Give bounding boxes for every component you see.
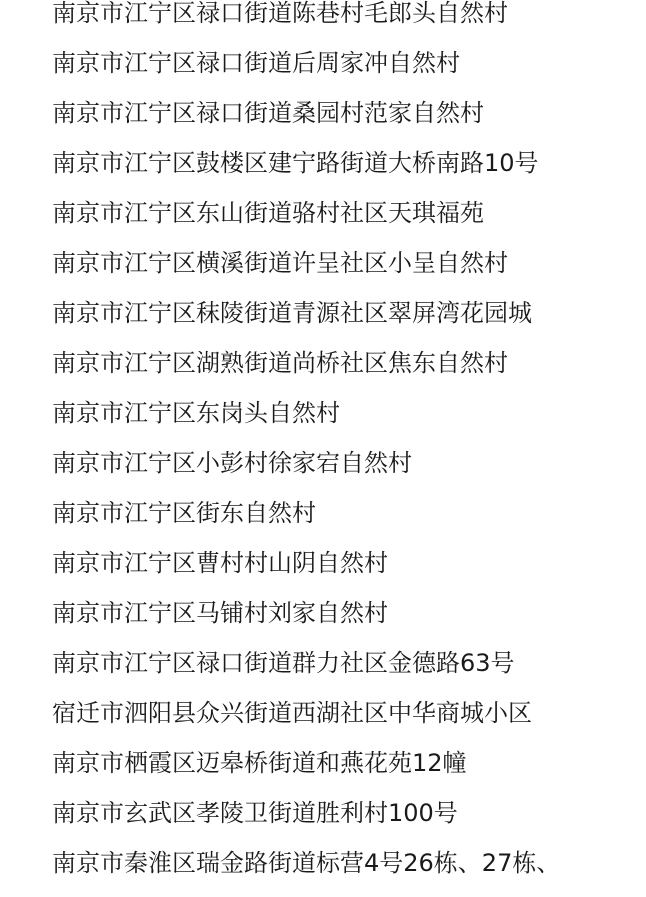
- address-line: 南京市江宁区东山街道骆村社区天琪福苑: [52, 199, 484, 227]
- address-line: 南京市江宁区鼓楼区建宁路街道大桥南路10号: [52, 149, 539, 177]
- address-line: 南京市秦淮区瑞金路街道标营4号26栋、27栋、: [52, 849, 561, 877]
- address-line: 南京市江宁区秣陵街道青源社区翠屏湾花园城: [52, 299, 532, 327]
- address-line: 南京市江宁区曹村村山阴自然村: [52, 549, 388, 577]
- address-list: [52, 0, 560, 888]
- address-line: 南京市玄武区孝陵卫街道胜利村100号: [52, 799, 458, 827]
- address-line: 南京市江宁区小彭村徐家宕自然村: [52, 449, 412, 477]
- address-line: 南京市江宁区禄口街道陈巷村毛郎头自然村: [52, 0, 508, 27]
- address-line: 南京市江宁区横溪街道许呈社区小呈自然村: [52, 249, 508, 277]
- address-line: 南京市江宁区东岗头自然村: [52, 399, 340, 427]
- address-line: 宿迁市泗阳县众兴街道西湖社区中华商城小区: [52, 699, 532, 727]
- address-line: 南京市江宁区湖熟街道尚桥社区焦东自然村: [52, 349, 508, 377]
- address-line: 南京市江宁区街东自然村: [52, 499, 316, 527]
- address-line: 南京市江宁区马铺村刘家自然村: [52, 599, 388, 627]
- address-line: 南京市江宁区禄口街道群力社区金德路63号: [52, 649, 515, 677]
- address-line: 南京市栖霞区迈皋桥街道和燕花苑12幢: [52, 749, 467, 777]
- address-line: 南京市江宁区禄口街道后周家冲自然村: [52, 49, 460, 77]
- address-line: 南京市江宁区禄口街道桑园村范家自然村: [52, 99, 484, 127]
